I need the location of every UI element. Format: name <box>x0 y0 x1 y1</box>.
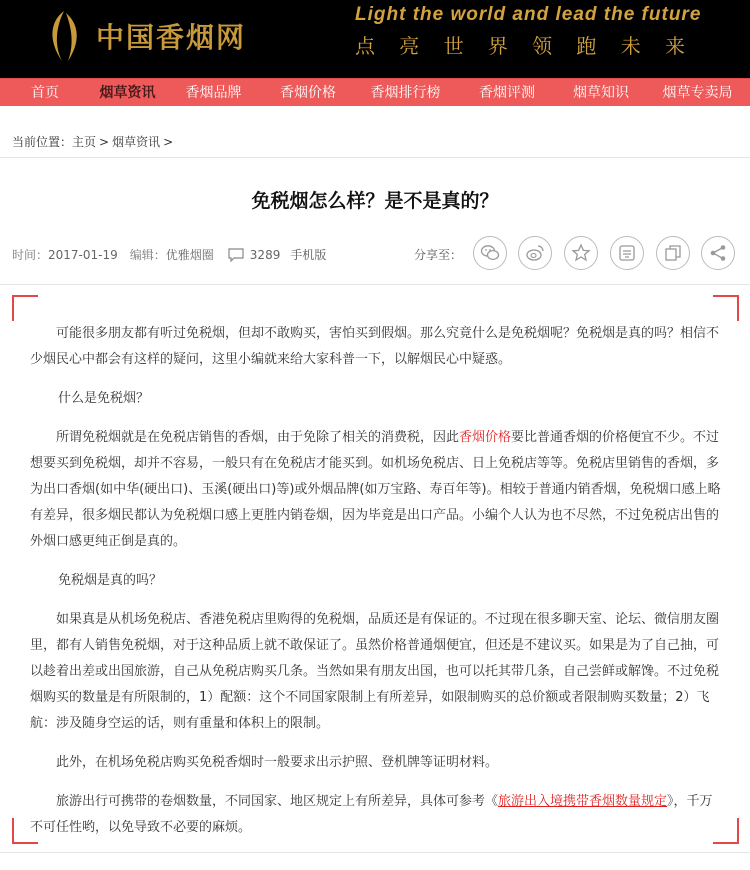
logo-text: 中国香烟网 <box>96 21 247 54</box>
nav-item-knowledge[interactable]: 烟草知识 <box>573 85 629 101</box>
editor-name: 优雅烟圈 <box>165 248 214 262</box>
main-nav <box>0 78 750 106</box>
slogan-english: Light the world and lead the future <box>355 4 702 25</box>
paragraph-text: 旅游出行可携带的卷烟数量，不同国家、地区规定上有所差异，具体可参考《 <box>56 794 499 809</box>
slogan-char: 亮 <box>399 34 420 58</box>
comment-icon <box>228 248 244 262</box>
article-body <box>30 321 722 841</box>
share-favorite-button[interactable] <box>564 236 598 270</box>
paragraph-text: 要比普通香烟的价格便宜不少。不过想要买到免税烟，却并不容易，一般只有在免税店才能买到。如机场免税店、日上免税店等等。免税店里销售的香烟，多为出口香烟(如中华(硬出口)、玉溪(硬出口)等)或外烟品牌(如万宝路、寿百年等)。相较于普通内销香烟，免税烟口感上略有差异，很多烟民都认为免税烟口感上更胜内销卷烟，因为毕竟是出口产品。小编个人认为也不尽然，不过免税店出售的外烟口感更纯正倒是真的。 <box>30 430 721 549</box>
slogan-char: 未 <box>620 34 641 58</box>
weibo-icon <box>525 243 545 263</box>
article-title: 免税烟怎么样？是不是真的？ <box>251 190 499 212</box>
article-paragraph <box>30 789 722 841</box>
wechat-icon <box>480 243 500 263</box>
comment-count: 3289 <box>249 247 281 262</box>
article-subheading: 免税烟是真的吗？ <box>58 573 163 588</box>
more-share-icon <box>708 243 728 263</box>
nav-item-home[interactable]: 首页 <box>31 85 59 101</box>
tobacco-leaf-logo-icon <box>40 7 88 65</box>
nav-item-rankings[interactable]: 香烟排行榜 <box>370 85 441 101</box>
article-paragraph <box>30 425 722 555</box>
editor-label: 编辑： <box>129 248 166 262</box>
site-header <box>0 0 750 78</box>
share-weibo-button[interactable] <box>518 236 552 270</box>
site-logo[interactable] <box>40 6 246 66</box>
slogan-char: 来 <box>664 34 685 58</box>
breadcrumb-separator: > <box>99 135 110 149</box>
frame-corner <box>12 295 38 321</box>
frame-corner <box>713 295 739 321</box>
share-copy-button[interactable] <box>656 236 690 270</box>
divider <box>0 852 750 853</box>
publish-date: 2017-01-19 <box>48 247 118 262</box>
breadcrumb-separator: > <box>163 135 174 149</box>
slogan-char: 界 <box>487 34 508 58</box>
article-subheading: 什么是免税烟？ <box>58 391 150 406</box>
article-meta <box>12 246 326 263</box>
share-qzone-button[interactable] <box>610 236 644 270</box>
paragraph-text: 所谓免税烟就是在免税店销售的香烟，由于免除了相关的消费税，因此 <box>56 430 460 445</box>
divider <box>0 284 750 285</box>
nav-item-brands[interactable]: 香烟品牌 <box>185 85 242 101</box>
qzone-icon <box>617 243 637 263</box>
nav-item-monopoly-bureau[interactable]: 烟草专卖局 <box>662 85 733 101</box>
breadcrumb-home-link[interactable]: 主页 <box>72 135 97 149</box>
slogan-char: 点 <box>355 34 375 58</box>
divider <box>0 157 750 158</box>
article-paragraph: 可能很多朋友都有听过免税烟，但却不敢购买，害怕买到假烟。那么究竟什么是免税烟呢？免税烟是真的吗？相信不少烟民心中都会有这样的疑问，这里小编就来给大家科普一下，以解烟民心中疑惑。 <box>30 326 720 367</box>
nav-item-reviews[interactable]: 香烟评测 <box>479 85 535 101</box>
nav-item-prices[interactable]: 香烟价格 <box>280 85 336 101</box>
slogan-char: 世 <box>443 34 464 58</box>
slogan-char: 领 <box>532 34 553 58</box>
breadcrumb-category-link[interactable]: 烟草资讯 <box>112 135 161 149</box>
article-paragraph: 此外，在机场免税店购买免税香烟时一般要求出示护照、登机牌等证明材料。 <box>56 755 499 770</box>
share-more-button[interactable] <box>701 236 735 270</box>
slogan-char: 跑 <box>576 34 597 58</box>
article-paragraph: 如果真是从机场免税店、香港免税店里购得的免税烟，品质还是有保证的。不过现在很多聊天室、论坛、微信朋友圈里，都有人销售免税烟，对于这种品质上就不敢保证了。虽然价格普通烟便宜，但还是不建议买。如果是为了自己抽，可以趁着出差或出国旅游，自己从免税店购买几条。当然如果有朋友出国，也可以托其带几条，自己尝鲜或解馋。不过免税烟购买的数量是有所限制的，1）配额：这个不同国家限制上有所差异，如限制购买的总价额或者限制购买数量；2）飞航：涉及随身空运的话，则有重量和体积上的限制。 <box>30 612 720 731</box>
travel-cigarette-rules-link[interactable]: 旅游出入境携带香烟数量规定 <box>498 794 668 809</box>
cigarette-price-link[interactable]: 香烟价格 <box>459 430 512 445</box>
paragraph-text: 》，千万不可任性哟，以免导致不必要的麻烦。 <box>30 794 713 835</box>
time-label: 时间： <box>12 248 49 262</box>
slogan-chinese <box>355 30 685 59</box>
share-wechat-button[interactable] <box>473 236 507 270</box>
copy-icon <box>663 243 683 263</box>
breadcrumb <box>12 133 176 150</box>
nav-item-tobacco-news[interactable]: 烟草资讯 <box>99 85 156 101</box>
favorite-icon <box>571 243 591 263</box>
share-label: 分享至： <box>414 248 463 262</box>
breadcrumb-prefix: 当前位置： <box>12 135 73 149</box>
mobile-version-link[interactable]: 手机版 <box>290 248 327 262</box>
